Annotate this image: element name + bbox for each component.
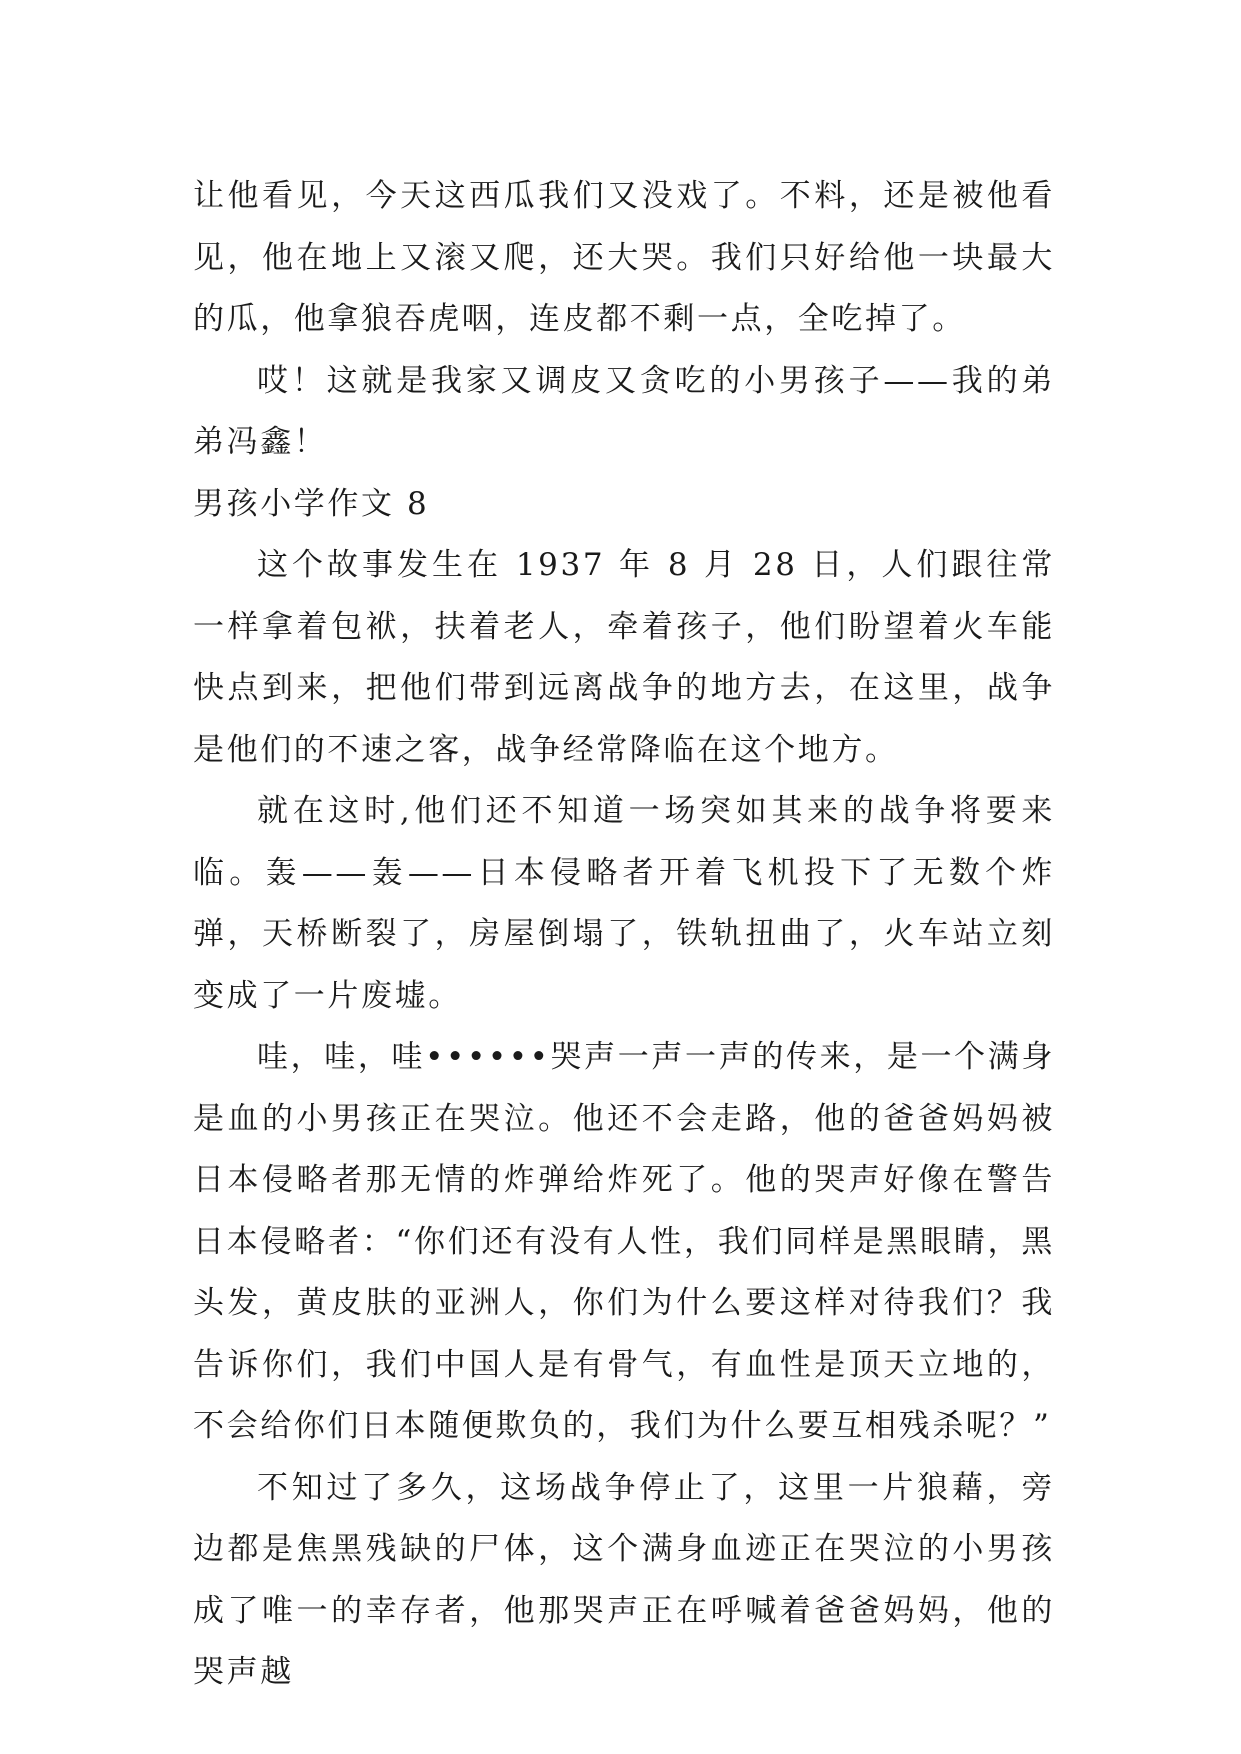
paragraph-continued: 让他看见，今天这西瓜我们又没戏了。不料，还是被他看见，他在地上又滚又爬，还大哭。我们只好给他一块最大的瓜，他拿狼吞虎咽，连皮都不剩一点，全吃掉了。 xyxy=(193,178,1055,337)
paragraph-aftermath: 不知过了多久，这场战争停止了，这里一片狼藉，旁边都是焦黑残缺的尸体，这个满身血迹正在哭泣的小男孩成了唯一的幸存者，他那哭声正在呼喊着爸爸妈妈，他的哭声越 xyxy=(193,1469,1055,1690)
paragraph-crying-boy: 哇，哇，哇••••••哭声一声一声的传来，是一个满身是血的小男孩正在哭泣。他还不会走路，他的爸爸妈妈被日本侵略者那无情的炸弹给炸死了。他的哭声好像在警告日本侵略者：“你们还有没有人性，我们同样是黑眼睛，黑头发，黄皮肤的亚洲人，你们为什么要这样对待我们？我告诉你们，我们中国人是有骨气，有血性是顶天立地的，不会给你们日本随便欺负的，我们为什么要互相残杀呢？” xyxy=(193,1039,1055,1444)
paragraph-conclusion: 哎！这就是我家又调皮又贪吃的小男孩子——我的弟弟冯鑫！ xyxy=(193,362,1055,460)
essay-title: 男孩小学作文 8 xyxy=(193,485,430,522)
paragraph-attack: 就在这时,他们还不知道一场突如其来的战争将要来临。轰——轰——日本侵略者开着飞机投下了无数个炸弹，天桥断裂了，房屋倒塌了，铁轨扭曲了，火车站立刻变成了一片废墟。 xyxy=(193,793,1055,1014)
document-body xyxy=(193,166,1055,1704)
paragraph-intro: 这个故事发生在 1937 年 8 月 28 日，人们跟往常一样拿着包袱，扶着老人，牵着孩子，他们盼望着火车能快点到来，把他们带到远离战争的地方去，在这里，战争是他们的不速之客，战争经常降临在这个地方。 xyxy=(193,547,1055,768)
